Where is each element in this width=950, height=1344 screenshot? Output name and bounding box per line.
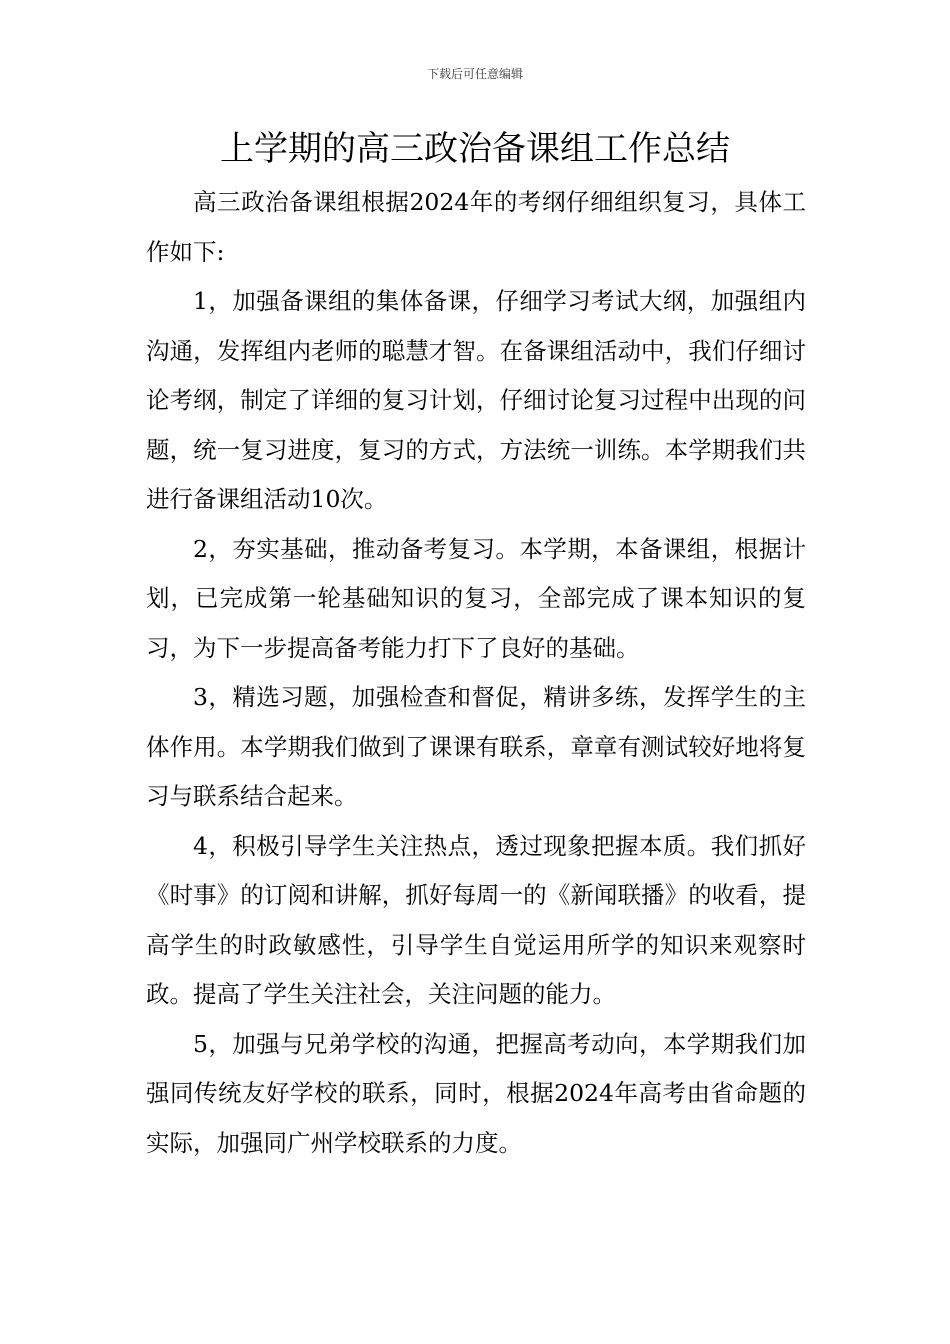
paragraph-item-4: 4，积极引导学生关注热点，透过现象把握本质。我们抓好《时事》的订阅和讲解，抓好每周一的《新闻联播》的收看，提高学生的时政敏感性，引导学生自觉运用所学的知识来观察时政。提高了学生关注社会，关注问题的能力。 bbox=[146, 831, 806, 1008]
paragraph-item-2: 2，夯实基础，推动备考复习。本学期，本备课组，根据计划，已完成第一轮基础知识的复习，全部完成了课本知识的复习，为下一步提高备考能力打下了良好的基础。 bbox=[146, 534, 806, 662]
paragraph-item-3: 3，精选习题，加强检查和督促，精讲多练，发挥学生的主体作用。本学期我们做到了课课有联系，章章有测试较好地将复习与联系结合起来。 bbox=[146, 683, 806, 810]
document-body bbox=[146, 178, 806, 1168]
header-note: 下载后可任意编辑 bbox=[426, 67, 523, 81]
document-title: 上学期的高三政治备课组工作总结 bbox=[220, 129, 730, 169]
paragraph-item-5: 5，加强与兄弟学校的沟通，把握高考动向，本学期我们加强同传统友好学校的联系，同时，根据2024年高考由省命题的实际，加强同广州学校联系的力度。 bbox=[146, 1029, 806, 1157]
paragraph-intro: 高三政治备课组根据2024年的考纲仔细组织复习，具体工作如下: bbox=[146, 188, 806, 266]
paragraph-item-1: 1，加强备课组的集体备课，仔细学习考试大纲，加强组内沟通，发挥组内老师的聪慧才智。在备课组活动中，我们仔细讨论考纲，制定了详细的复习计划，仔细讨论复习过程中出现的问题，统一复习进度，复习的方式，方法统一训练。本学期我们共进行备课组活动10次。 bbox=[146, 287, 806, 513]
